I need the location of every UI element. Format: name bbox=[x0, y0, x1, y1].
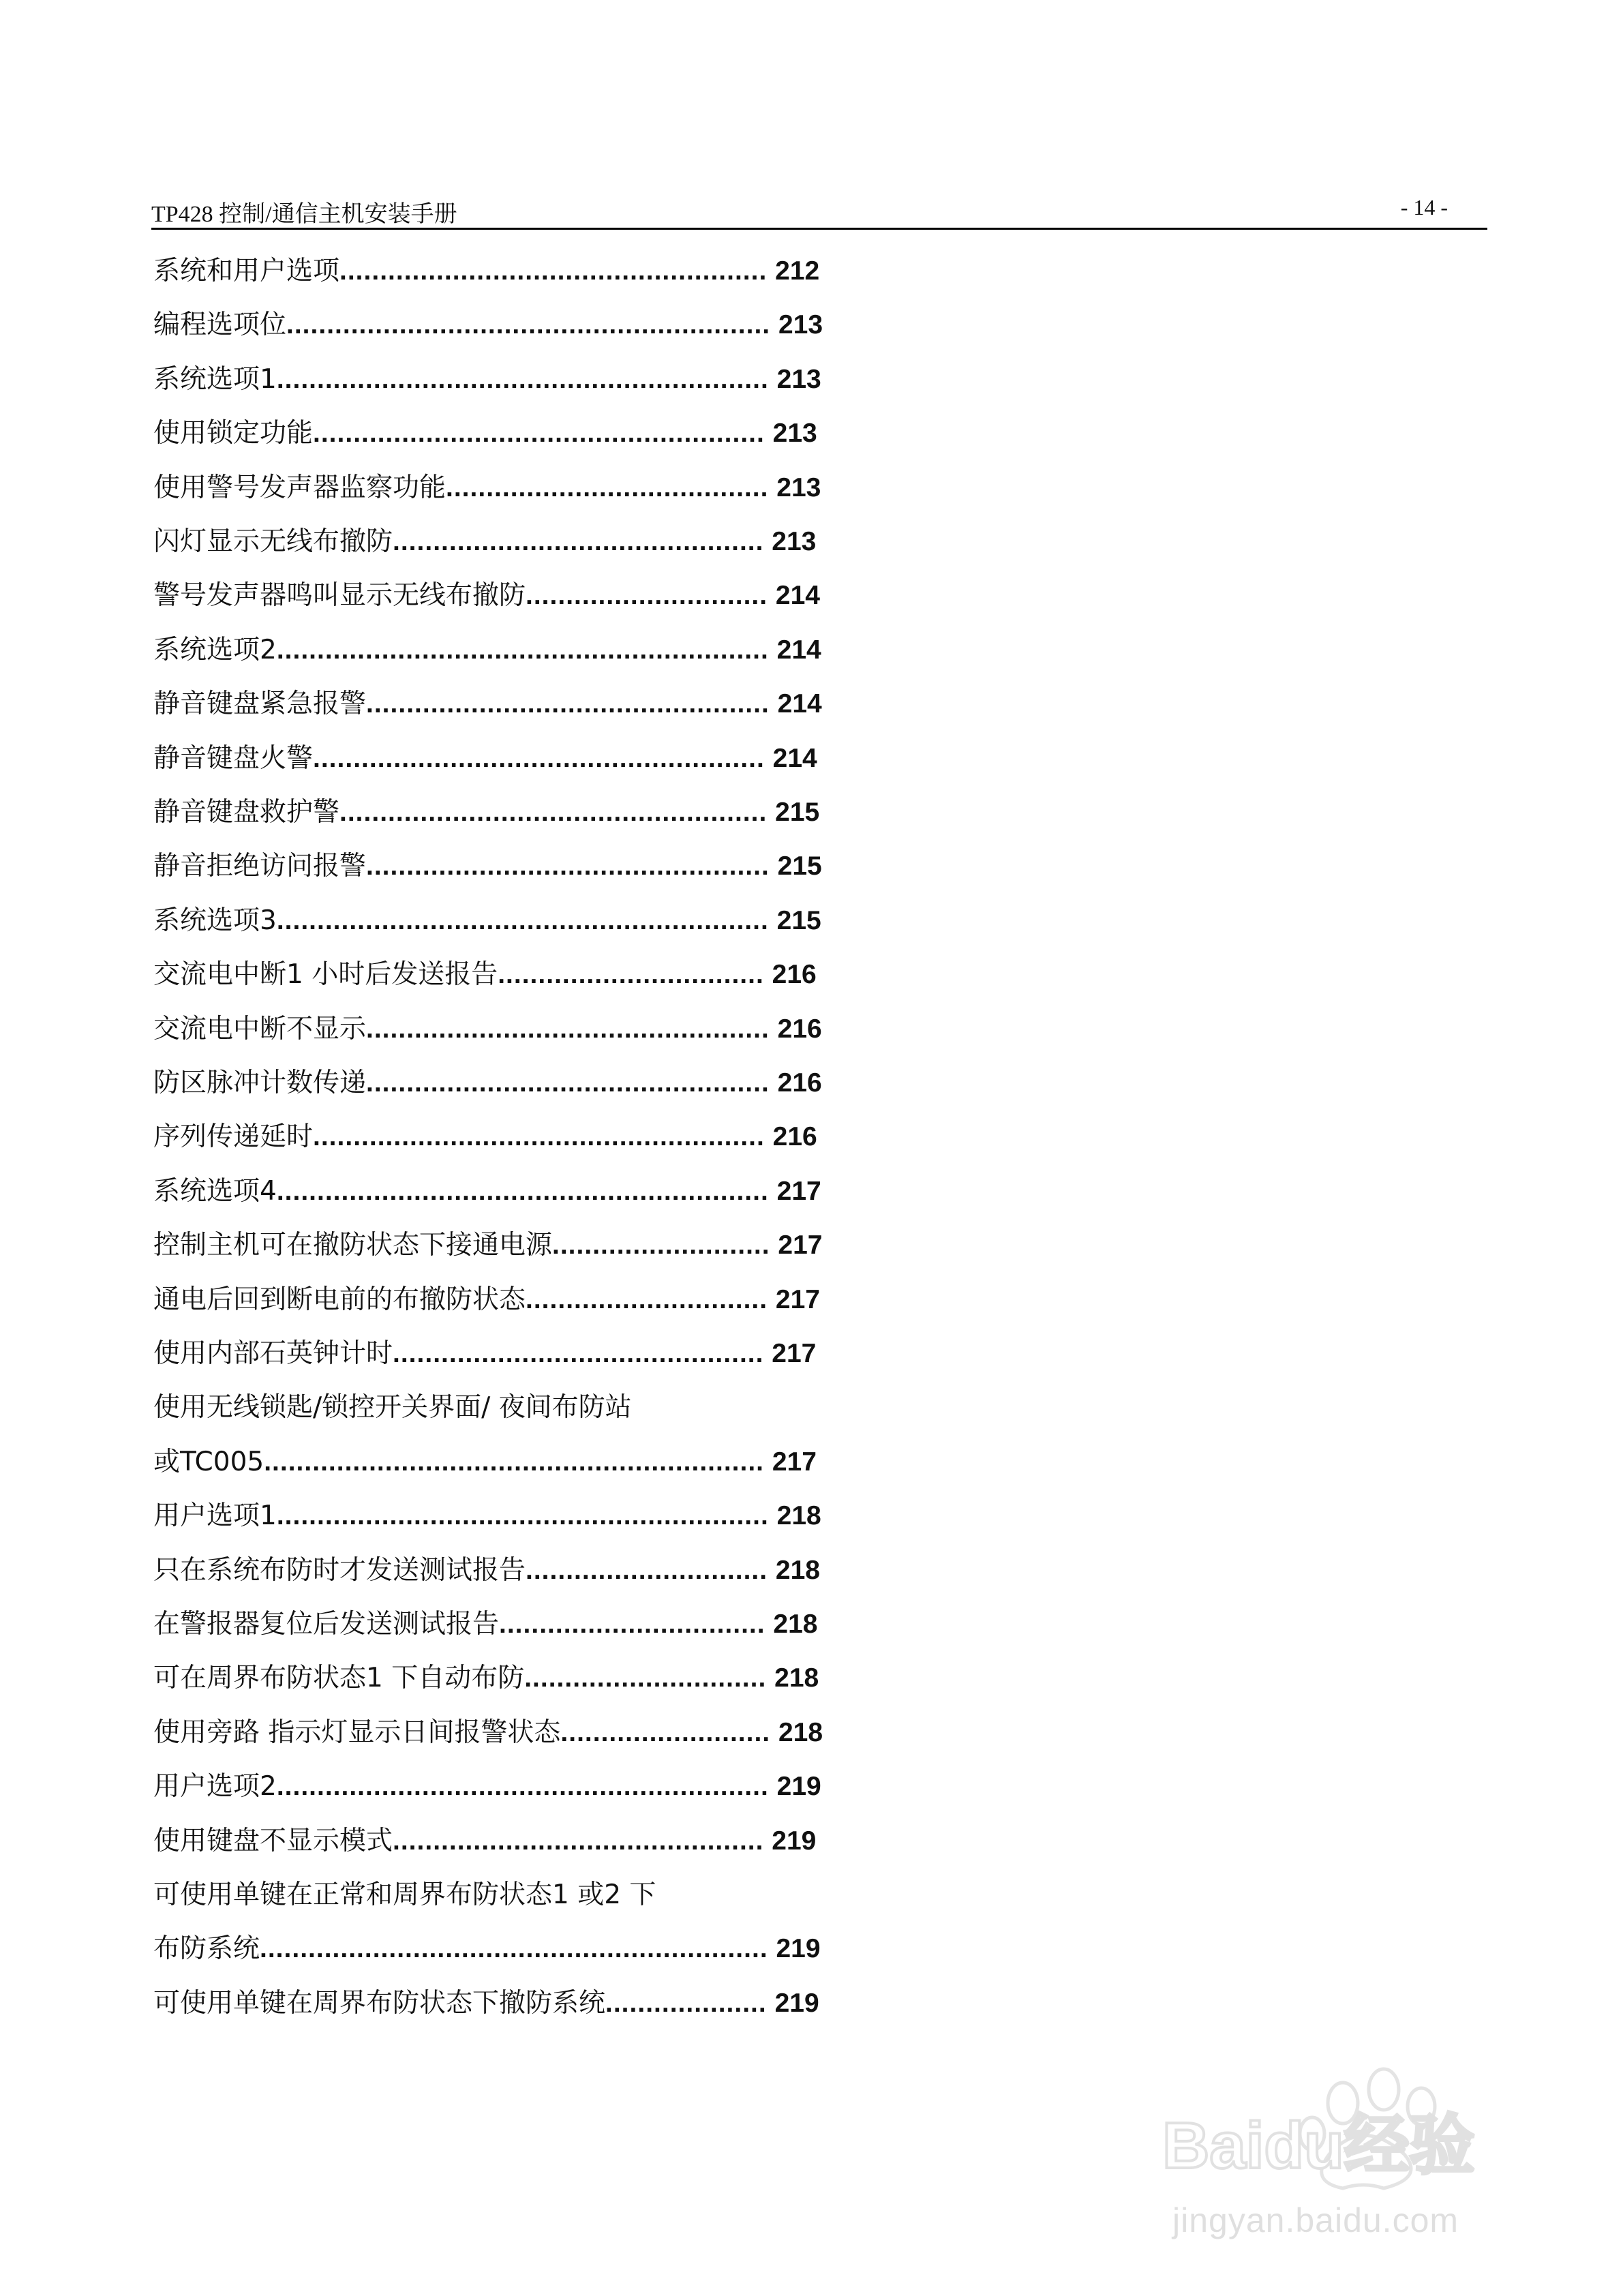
toc-entry bbox=[153, 1496, 971, 1537]
toc-entry bbox=[153, 1875, 971, 1916]
toc-leader-dots: ............................................................. bbox=[276, 1176, 777, 1206]
toc-leader-dots: ........................... bbox=[552, 1230, 778, 1260]
toc-leader-dots: .............................................. bbox=[393, 1339, 772, 1368]
toc-entry bbox=[153, 1333, 971, 1374]
baidu-logo-icon bbox=[1159, 2052, 1541, 2202]
toc-entry-page: 216 bbox=[777, 1068, 822, 1098]
toc-entry-page: 218 bbox=[776, 1501, 821, 1531]
toc-entry bbox=[153, 1766, 971, 1807]
toc-entry-title: 使用键盘不显示模式 bbox=[153, 1825, 393, 1856]
toc-entry-title: 警号发声器鸣叫显示无线布撤防 bbox=[153, 580, 526, 611]
watermark-url: jingyan.baidu.com bbox=[1172, 2201, 1459, 2239]
toc-entry-page: 216 bbox=[777, 1014, 822, 1044]
toc-leader-dots: ................................. bbox=[499, 1610, 774, 1639]
toc-leader-dots: ............................................................. bbox=[276, 905, 777, 935]
toc-entry-title: 使用警号发声器监察功能 bbox=[153, 472, 446, 503]
toc-entry-page: 218 bbox=[773, 1610, 818, 1639]
toc-entry-page: 213 bbox=[776, 364, 821, 394]
toc-leader-dots: ........................................................ bbox=[313, 1122, 773, 1152]
baidu-watermark bbox=[1159, 2052, 1541, 2250]
toc-entry-title: 使用旁路 指示灯显示日间报警状态 bbox=[153, 1717, 561, 1748]
toc-entry-title: 序列传递延时 bbox=[153, 1121, 314, 1153]
toc-entry-title: 系统选项1 bbox=[153, 363, 277, 395]
toc-entry bbox=[153, 684, 971, 725]
toc-entry bbox=[153, 1604, 971, 1645]
document-title: TP428 控制/通信主机安装手册 bbox=[151, 202, 457, 227]
toc-leader-dots: ................................. bbox=[498, 960, 772, 990]
toc-entry bbox=[153, 1658, 971, 1699]
toc-leader-dots: .................................................. bbox=[366, 851, 778, 881]
toc-entry-page: 219 bbox=[772, 1826, 817, 1856]
toc-entry-title: 可使用单键在正常和周界布防状态1 或2 下 bbox=[153, 1879, 656, 1910]
toc-leader-dots: .............................. bbox=[524, 1663, 775, 1693]
toc-entry-page: 213 bbox=[772, 527, 817, 556]
toc-entry-page: 213 bbox=[776, 472, 821, 502]
toc-entry-page: 213 bbox=[772, 419, 817, 449]
toc-entry-title: 闪灯显示无线布撤防 bbox=[153, 526, 393, 557]
toc-entry-title: 静音键盘火警 bbox=[153, 742, 314, 774]
toc-entry bbox=[153, 413, 971, 454]
watermark-logo-text: Baidu经验 bbox=[1162, 2109, 1475, 2182]
toc-leader-dots: ............................................................ bbox=[286, 310, 778, 340]
toc-entry bbox=[153, 846, 971, 887]
toc-entry-page: 214 bbox=[772, 743, 817, 773]
toc-leader-dots: .............................. bbox=[526, 1284, 776, 1314]
toc-entry-page: 217 bbox=[775, 1284, 820, 1314]
toc-leader-dots: ............................................................. bbox=[276, 364, 777, 394]
toc-entry bbox=[153, 1929, 971, 1969]
toc-entry-title: 编程选项位 bbox=[153, 309, 287, 341]
toc-leader-dots: ............................................................. bbox=[276, 1501, 777, 1531]
toc-entry-title: 通电后回到断电前的布撤防状态 bbox=[153, 1284, 526, 1315]
toc-leader-dots: .............................................. bbox=[393, 527, 772, 556]
toc-leader-dots: ..................................................... bbox=[339, 798, 776, 827]
toc-entry bbox=[153, 1821, 971, 1862]
toc-entry bbox=[153, 1117, 971, 1158]
toc-entry-page: 212 bbox=[775, 256, 820, 286]
toc-entry bbox=[153, 792, 971, 833]
toc-entry-page: 214 bbox=[777, 689, 822, 719]
toc-entry-title: 静音键盘紧急报警 bbox=[153, 689, 367, 720]
toc-entry-page: 218 bbox=[775, 1555, 820, 1585]
toc-entry-page: 217 bbox=[776, 1176, 821, 1206]
toc-entry bbox=[153, 1009, 971, 1050]
toc-entry-title: 使用无线锁匙/锁控开关界面/ 夜间布防站 bbox=[153, 1392, 632, 1423]
toc-entry bbox=[153, 954, 971, 995]
toc-entry bbox=[153, 1550, 971, 1591]
toc-entry-title: 使用内部石英钟计时 bbox=[153, 1338, 393, 1369]
toc-entry bbox=[153, 738, 971, 779]
toc-entry-page: 218 bbox=[778, 1717, 823, 1747]
toc-entry-title: 使用锁定功能 bbox=[153, 418, 314, 449]
toc-leader-dots: .............................................................. bbox=[264, 1447, 772, 1477]
toc-entry-title: 在警报器复位后发送测试报告 bbox=[153, 1609, 500, 1640]
toc-entry bbox=[153, 1171, 971, 1212]
toc-entry-title: 交流电中断1 小时后发送报告 bbox=[153, 959, 498, 991]
toc-entry-page: 216 bbox=[772, 1122, 817, 1152]
toc-entry-title: 控制主机可在撤防状态下接通电源 bbox=[153, 1230, 553, 1261]
toc-entry-title: 静音拒绝访问报警 bbox=[153, 851, 367, 882]
toc-entry-title: 系统和用户选项 bbox=[153, 256, 340, 286]
toc-entry-page: 214 bbox=[775, 581, 820, 611]
toc-leader-dots: ........................................ bbox=[446, 472, 777, 502]
toc-entry-title: 布防系统 bbox=[153, 1933, 260, 1965]
toc-entry-page: 219 bbox=[776, 1934, 821, 1964]
toc-entry-page: 218 bbox=[774, 1663, 819, 1693]
toc-leader-dots: ............................................................. bbox=[276, 635, 777, 665]
toc-entry-title: 用户选项1 bbox=[153, 1500, 277, 1532]
toc-entry-page: 213 bbox=[778, 310, 823, 340]
toc-entry-page: 217 bbox=[772, 1339, 817, 1368]
toc-entry-page: 219 bbox=[774, 1988, 819, 2018]
toc-entry-title: 可在周界布防状态1 下自动布防 bbox=[153, 1663, 525, 1694]
toc-leader-dots: .............................................. bbox=[393, 1826, 772, 1856]
toc-leader-dots: .................... bbox=[605, 1988, 775, 2018]
toc-entry-title: 用户选项2 bbox=[153, 1771, 277, 1802]
toc-entry bbox=[153, 630, 971, 671]
toc-entry bbox=[153, 1387, 971, 1428]
toc-leader-dots: ............................................................... bbox=[260, 1934, 776, 1964]
toc-entry bbox=[153, 305, 971, 346]
toc-leader-dots: .................................................. bbox=[366, 1068, 778, 1098]
toc-entry bbox=[153, 1712, 971, 1753]
toc-leader-dots: ........................................................ bbox=[313, 419, 773, 449]
toc-entry bbox=[153, 359, 971, 400]
toc-leader-dots: .............................. bbox=[526, 1555, 776, 1585]
toc-leader-dots: .................................................. bbox=[366, 689, 778, 719]
toc-entry bbox=[153, 1983, 971, 2024]
toc-leader-dots: ........................................................ bbox=[313, 743, 773, 773]
toc-entry-title: 系统选项2 bbox=[153, 634, 277, 665]
toc-entry-page: 217 bbox=[772, 1447, 817, 1477]
toc-entry-title: 只在系统布防时才发送测试报告 bbox=[153, 1554, 526, 1586]
toc-entry-title: 系统选项4 bbox=[153, 1175, 277, 1207]
toc-leader-dots: .................................................. bbox=[366, 1014, 778, 1044]
toc-entry bbox=[153, 251, 971, 292]
toc-entry bbox=[153, 901, 971, 941]
toc-entry-page: 216 bbox=[772, 960, 817, 990]
toc-entry-page: 215 bbox=[775, 798, 820, 827]
toc-entry-page: 217 bbox=[778, 1230, 823, 1260]
toc-leader-dots: ............................................................. bbox=[276, 1772, 777, 1802]
page-number: - 14 - bbox=[1400, 195, 1448, 220]
toc-entry bbox=[153, 575, 971, 616]
toc-entry bbox=[153, 1442, 971, 1483]
toc-entry-title: 防区脉冲计数传递 bbox=[153, 1068, 367, 1098]
toc-entry-page: 214 bbox=[776, 635, 821, 665]
toc-entry-page: 219 bbox=[776, 1772, 821, 1802]
toc-leader-dots: .............................. bbox=[526, 581, 776, 611]
toc-leader-dots: ..................................................... bbox=[339, 256, 776, 286]
toc-entry-page: 215 bbox=[776, 905, 821, 935]
page-header bbox=[151, 195, 1487, 230]
toc-entry-title: 可使用单键在周界布防状态下撤防系统 bbox=[153, 1987, 606, 2019]
toc-leader-dots: .......................... bbox=[560, 1717, 778, 1747]
toc-entry bbox=[153, 1225, 971, 1266]
toc-entry-title: 或TC005 bbox=[153, 1446, 264, 1477]
toc-entry-title: 静音键盘救护警 bbox=[153, 797, 340, 828]
toc-entry-title: 系统选项3 bbox=[153, 905, 277, 936]
toc-entry bbox=[153, 1280, 971, 1320]
toc-entry-title: 交流电中断不显示 bbox=[153, 1013, 367, 1044]
toc-entry-page: 215 bbox=[777, 851, 822, 881]
toc-entry bbox=[153, 468, 971, 509]
toc-entry bbox=[153, 1063, 971, 1104]
toc-entry bbox=[153, 522, 971, 562]
